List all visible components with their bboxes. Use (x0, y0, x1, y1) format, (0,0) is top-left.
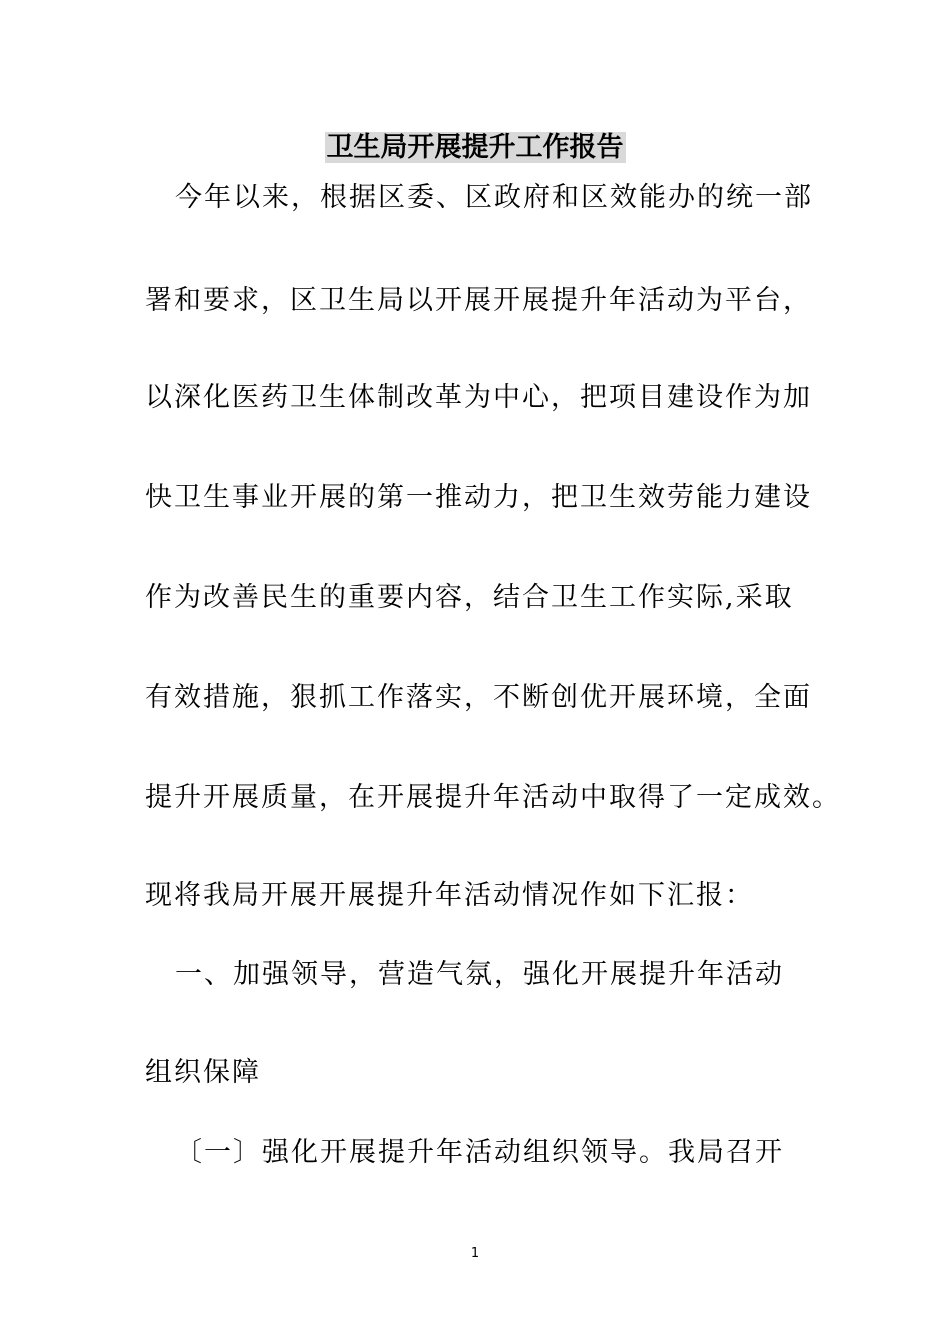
paragraph-line-4: 快卫生事业开展的第一推动力，把卫生效劳能力建设 (145, 482, 812, 513)
paragraph-line-5: 作为改善民生的重要内容，结合卫生工作实际,采取 (145, 582, 794, 613)
paragraph-line-6: 有效措施，狠抓工作落实，不断创优开展环境，全面 (145, 682, 812, 713)
document-title (0, 128, 950, 168)
section-heading-line-2: 组织保障 (145, 1057, 261, 1088)
paragraph-line-8: 现将我局开展开展提升年活动情况作如下汇报： (145, 880, 754, 911)
section-heading-line-1: 一、加强领导，营造气氛，强化开展提升年活动 (175, 959, 784, 990)
document-title-text: 卫生局开展提升工作报告 (326, 132, 624, 163)
page-number: 1 (470, 1246, 480, 1261)
paragraph-line-1: 今年以来，根据区委、区政府和区效能办的统一部 (175, 182, 813, 213)
paragraph-line-7: 提升开展质量，在开展提升年活动中取得了一定成效。 (145, 782, 841, 813)
paragraph-line-3: 以深化医药卫生体制改革为中心，把项目建设作为加 (145, 382, 812, 413)
subsection-line-1: 〔一〕强化开展提升年活动组织领导。我局召开 (175, 1137, 784, 1168)
paragraph-line-2: 署和要求，区卫生局以开展开展提升年活动为平台， (145, 285, 812, 316)
